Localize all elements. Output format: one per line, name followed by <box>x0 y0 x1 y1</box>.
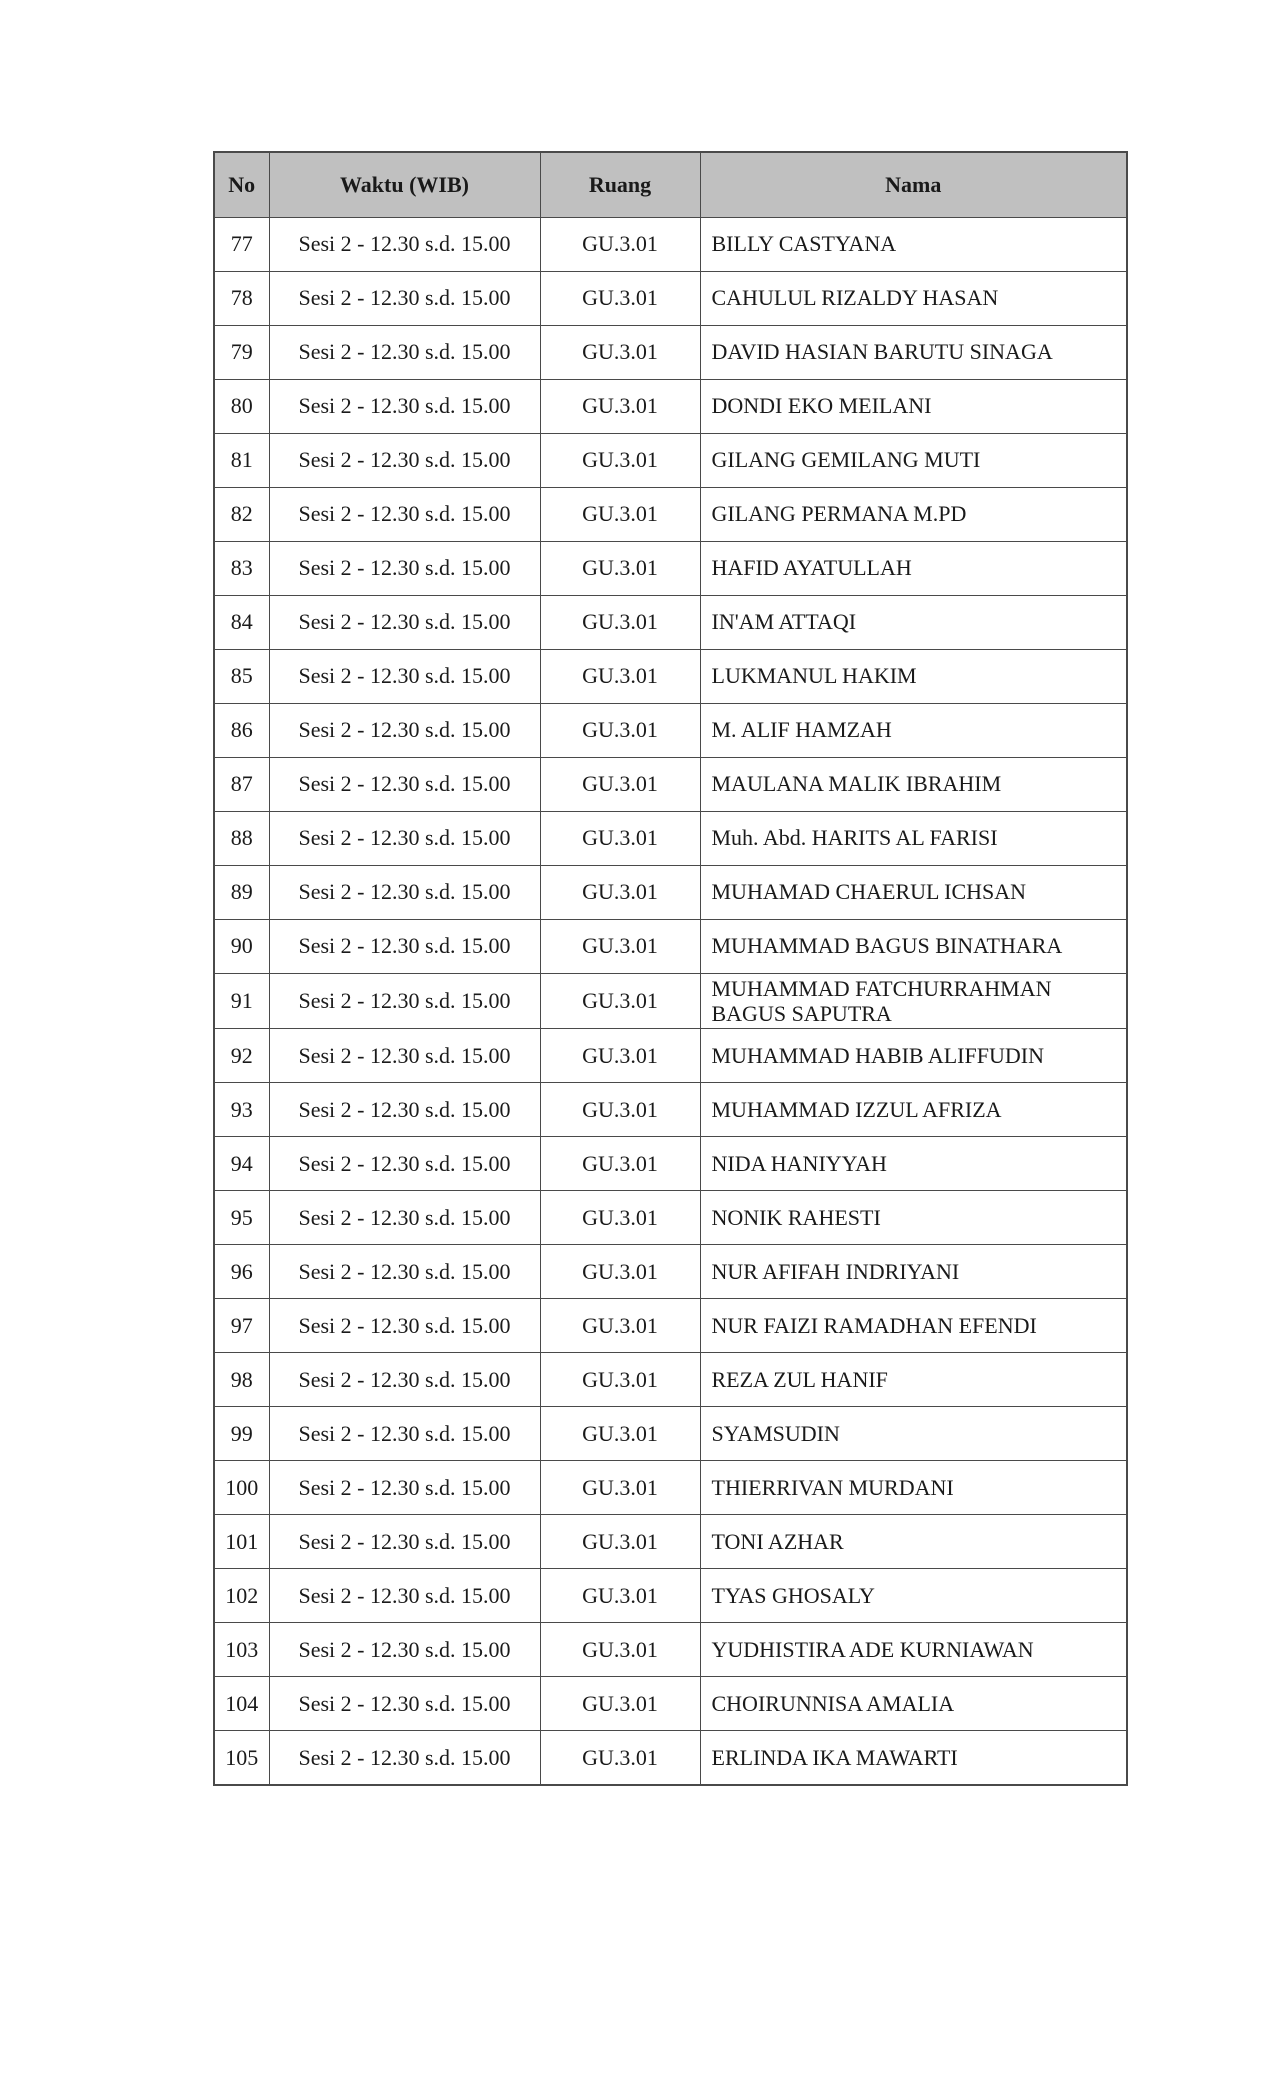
table-row <box>214 1029 1127 1083</box>
table-row <box>214 1245 1127 1299</box>
cell-no: 84 <box>214 595 269 649</box>
cell-waktu: Sesi 2 - 12.30 s.d. 15.00 <box>269 217 540 271</box>
cell-waktu: Sesi 2 - 12.30 s.d. 15.00 <box>269 757 540 811</box>
cell-no: 82 <box>214 487 269 541</box>
cell-no: 92 <box>214 1029 269 1083</box>
table-row <box>214 1677 1127 1731</box>
cell-nama: DONDI EKO MEILANI <box>700 379 1127 433</box>
cell-no: 93 <box>214 1083 269 1137</box>
cell-nama: REZA ZUL HANIF <box>700 1353 1127 1407</box>
table-row <box>214 1461 1127 1515</box>
cell-waktu: Sesi 2 - 12.30 s.d. 15.00 <box>269 1083 540 1137</box>
cell-ruang: GU.3.01 <box>540 811 700 865</box>
cell-waktu: Sesi 2 - 12.30 s.d. 15.00 <box>269 379 540 433</box>
cell-waktu: Sesi 2 - 12.30 s.d. 15.00 <box>269 541 540 595</box>
exam-schedule-table <box>213 151 1128 1786</box>
header-ruang: Ruang <box>540 152 700 217</box>
cell-no: 103 <box>214 1623 269 1677</box>
cell-waktu: Sesi 2 - 12.30 s.d. 15.00 <box>269 1515 540 1569</box>
cell-ruang: GU.3.01 <box>540 865 700 919</box>
table-row <box>214 649 1127 703</box>
cell-nama: CHOIRUNNISA AMALIA <box>700 1677 1127 1731</box>
cell-waktu: Sesi 2 - 12.30 s.d. 15.00 <box>269 1407 540 1461</box>
cell-no: 80 <box>214 379 269 433</box>
table-row <box>214 703 1127 757</box>
cell-no: 94 <box>214 1137 269 1191</box>
table-row <box>214 1083 1127 1137</box>
cell-ruang: GU.3.01 <box>540 1353 700 1407</box>
cell-ruang: GU.3.01 <box>540 1731 700 1785</box>
cell-nama: MUHAMMAD HABIB ALIFFUDIN <box>700 1029 1127 1083</box>
cell-no: 97 <box>214 1299 269 1353</box>
cell-nama: NIDA HANIYYAH <box>700 1137 1127 1191</box>
cell-waktu: Sesi 2 - 12.30 s.d. 15.00 <box>269 1569 540 1623</box>
table-row <box>214 433 1127 487</box>
cell-ruang: GU.3.01 <box>540 1083 700 1137</box>
cell-waktu: Sesi 2 - 12.30 s.d. 15.00 <box>269 595 540 649</box>
cell-ruang: GU.3.01 <box>540 1515 700 1569</box>
cell-waktu: Sesi 2 - 12.30 s.d. 15.00 <box>269 1353 540 1407</box>
cell-no: 101 <box>214 1515 269 1569</box>
table-body <box>214 217 1127 1785</box>
cell-ruang: GU.3.01 <box>540 487 700 541</box>
header-no: No <box>214 152 269 217</box>
header-waktu: Waktu (WIB) <box>269 152 540 217</box>
cell-waktu: Sesi 2 - 12.30 s.d. 15.00 <box>269 271 540 325</box>
table-row <box>214 1191 1127 1245</box>
cell-nama: Muh. Abd. HARITS AL FARISI <box>700 811 1127 865</box>
table-row <box>214 865 1127 919</box>
cell-ruang: GU.3.01 <box>540 703 700 757</box>
cell-no: 77 <box>214 217 269 271</box>
table-row <box>214 1407 1127 1461</box>
cell-nama: TONI AZHAR <box>700 1515 1127 1569</box>
cell-nama: HAFID AYATULLAH <box>700 541 1127 595</box>
cell-ruang: GU.3.01 <box>540 1407 700 1461</box>
cell-no: 89 <box>214 865 269 919</box>
cell-waktu: Sesi 2 - 12.30 s.d. 15.00 <box>269 973 540 1029</box>
table-row <box>214 1299 1127 1353</box>
cell-nama: NUR FAIZI RAMADHAN EFENDI <box>700 1299 1127 1353</box>
cell-no: 96 <box>214 1245 269 1299</box>
cell-nama: MUHAMMAD IZZUL AFRIZA <box>700 1083 1127 1137</box>
table-row <box>214 919 1127 973</box>
cell-nama: BILLY CASTYANA <box>700 217 1127 271</box>
cell-ruang: GU.3.01 <box>540 1677 700 1731</box>
cell-no: 90 <box>214 919 269 973</box>
cell-no: 86 <box>214 703 269 757</box>
cell-nama: MAULANA MALIK IBRAHIM <box>700 757 1127 811</box>
cell-waktu: Sesi 2 - 12.30 s.d. 15.00 <box>269 919 540 973</box>
cell-nama: GILANG GEMILANG MUTI <box>700 433 1127 487</box>
table-row <box>214 1137 1127 1191</box>
cell-ruang: GU.3.01 <box>540 1623 700 1677</box>
cell-nama: CAHULUL RIZALDY HASAN <box>700 271 1127 325</box>
cell-ruang: GU.3.01 <box>540 1569 700 1623</box>
table-row <box>214 487 1127 541</box>
cell-ruang: GU.3.01 <box>540 757 700 811</box>
cell-waktu: Sesi 2 - 12.30 s.d. 15.00 <box>269 1137 540 1191</box>
cell-no: 98 <box>214 1353 269 1407</box>
table-row <box>214 1353 1127 1407</box>
cell-nama: SYAMSUDIN <box>700 1407 1127 1461</box>
cell-nama: YUDHISTIRA ADE KURNIAWAN <box>700 1623 1127 1677</box>
table-row <box>214 271 1127 325</box>
cell-waktu: Sesi 2 - 12.30 s.d. 15.00 <box>269 865 540 919</box>
cell-waktu: Sesi 2 - 12.30 s.d. 15.00 <box>269 433 540 487</box>
cell-ruang: GU.3.01 <box>540 541 700 595</box>
cell-no: 78 <box>214 271 269 325</box>
cell-ruang: GU.3.01 <box>540 595 700 649</box>
cell-waktu: Sesi 2 - 12.30 s.d. 15.00 <box>269 325 540 379</box>
cell-no: 105 <box>214 1731 269 1785</box>
header-nama: Nama <box>700 152 1127 217</box>
cell-ruang: GU.3.01 <box>540 973 700 1029</box>
cell-no: 88 <box>214 811 269 865</box>
cell-waktu: Sesi 2 - 12.30 s.d. 15.00 <box>269 1029 540 1083</box>
table-row <box>214 1515 1127 1569</box>
cell-no: 95 <box>214 1191 269 1245</box>
cell-ruang: GU.3.01 <box>540 217 700 271</box>
table-row <box>214 1569 1127 1623</box>
cell-waktu: Sesi 2 - 12.30 s.d. 15.00 <box>269 487 540 541</box>
cell-waktu: Sesi 2 - 12.30 s.d. 15.00 <box>269 1299 540 1353</box>
cell-no: 100 <box>214 1461 269 1515</box>
table-row <box>214 973 1127 1029</box>
cell-waktu: Sesi 2 - 12.30 s.d. 15.00 <box>269 1731 540 1785</box>
cell-no: 79 <box>214 325 269 379</box>
table-row <box>214 541 1127 595</box>
cell-ruang: GU.3.01 <box>540 1461 700 1515</box>
cell-ruang: GU.3.01 <box>540 1299 700 1353</box>
cell-nama: NUR AFIFAH INDRIYANI <box>700 1245 1127 1299</box>
cell-waktu: Sesi 2 - 12.30 s.d. 15.00 <box>269 703 540 757</box>
table-row <box>214 595 1127 649</box>
cell-no: 83 <box>214 541 269 595</box>
cell-waktu: Sesi 2 - 12.30 s.d. 15.00 <box>269 1191 540 1245</box>
cell-nama: TYAS GHOSALY <box>700 1569 1127 1623</box>
cell-waktu: Sesi 2 - 12.30 s.d. 15.00 <box>269 1461 540 1515</box>
table-row <box>214 811 1127 865</box>
cell-waktu: Sesi 2 - 12.30 s.d. 15.00 <box>269 1245 540 1299</box>
cell-nama: DAVID HASIAN BARUTU SINAGA <box>700 325 1127 379</box>
cell-nama: LUKMANUL HAKIM <box>700 649 1127 703</box>
cell-waktu: Sesi 2 - 12.30 s.d. 15.00 <box>269 1623 540 1677</box>
cell-waktu: Sesi 2 - 12.30 s.d. 15.00 <box>269 649 540 703</box>
cell-nama: MUHAMMAD BAGUS BINATHARA <box>700 919 1127 973</box>
cell-waktu: Sesi 2 - 12.30 s.d. 15.00 <box>269 811 540 865</box>
table-row <box>214 217 1127 271</box>
table-row <box>214 1623 1127 1677</box>
cell-no: 99 <box>214 1407 269 1461</box>
table-row <box>214 325 1127 379</box>
cell-ruang: GU.3.01 <box>540 1191 700 1245</box>
header-row <box>214 152 1127 217</box>
cell-no: 102 <box>214 1569 269 1623</box>
cell-no: 81 <box>214 433 269 487</box>
cell-ruang: GU.3.01 <box>540 379 700 433</box>
cell-ruang: GU.3.01 <box>540 649 700 703</box>
cell-ruang: GU.3.01 <box>540 325 700 379</box>
cell-nama: MUHAMAD CHAERUL ICHSAN <box>700 865 1127 919</box>
cell-nama: NONIK RAHESTI <box>700 1191 1127 1245</box>
cell-nama: M. ALIF HAMZAH <box>700 703 1127 757</box>
cell-ruang: GU.3.01 <box>540 271 700 325</box>
cell-ruang: GU.3.01 <box>540 919 700 973</box>
cell-waktu: Sesi 2 - 12.30 s.d. 15.00 <box>269 1677 540 1731</box>
cell-nama: THIERRIVAN MURDANI <box>700 1461 1127 1515</box>
cell-nama: IN'AM ATTAQI <box>700 595 1127 649</box>
table-row <box>214 757 1127 811</box>
cell-nama: GILANG PERMANA M.PD <box>700 487 1127 541</box>
cell-nama: ERLINDA IKA MAWARTI <box>700 1731 1127 1785</box>
cell-no: 91 <box>214 973 269 1029</box>
cell-ruang: GU.3.01 <box>540 1245 700 1299</box>
cell-no: 87 <box>214 757 269 811</box>
cell-no: 104 <box>214 1677 269 1731</box>
cell-ruang: GU.3.01 <box>540 433 700 487</box>
cell-ruang: GU.3.01 <box>540 1137 700 1191</box>
cell-ruang: GU.3.01 <box>540 1029 700 1083</box>
cell-no: 85 <box>214 649 269 703</box>
cell-nama: MUHAMMAD FATCHURRAHMAN BAGUS SAPUTRA <box>700 973 1127 1029</box>
table-row <box>214 1731 1127 1785</box>
table-row <box>214 379 1127 433</box>
